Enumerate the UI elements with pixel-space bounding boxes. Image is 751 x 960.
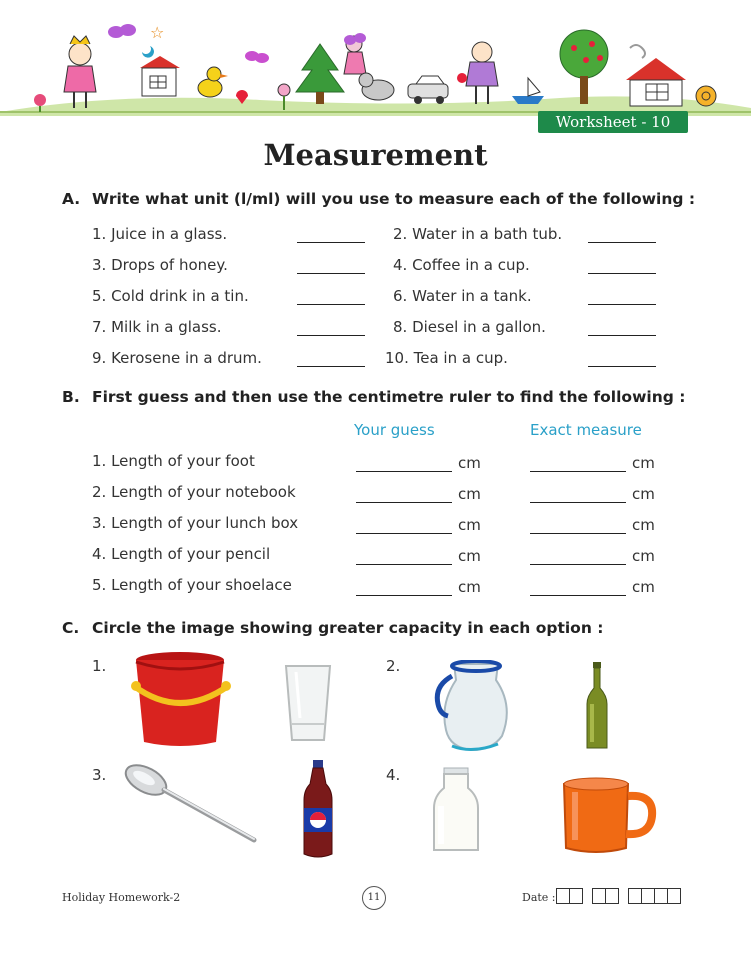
- footer-label: Holiday Homework-2: [62, 891, 181, 904]
- car-icon: [408, 76, 448, 104]
- milk-bottle-image[interactable]: [432, 766, 480, 852]
- boat-icon: [512, 78, 544, 104]
- section-c-heading: [62, 619, 603, 637]
- guess-blank[interactable]: [356, 533, 452, 534]
- date-box[interactable]: [654, 888, 668, 904]
- guess-blank[interactable]: [356, 595, 452, 596]
- answer-blank[interactable]: [588, 366, 656, 367]
- guess-blank[interactable]: [356, 564, 452, 565]
- pine-tree-icon: [296, 44, 344, 104]
- date-box[interactable]: [592, 888, 606, 904]
- measure-item: 5. Length of your shoelace: [92, 576, 292, 594]
- date-box[interactable]: [628, 888, 642, 904]
- girl-with-cat-icon: [344, 36, 394, 100]
- answer-blank[interactable]: [297, 366, 365, 367]
- question-item: 6. Water in a tank.: [393, 287, 532, 305]
- pepsi-bottle-image[interactable]: [302, 758, 334, 860]
- page-title: Measurement: [263, 138, 488, 172]
- answer-blank[interactable]: [297, 335, 365, 336]
- section-letter: C.: [62, 619, 80, 637]
- unit-label: cm: [458, 547, 481, 565]
- column-heading-guess: Your guess: [354, 421, 435, 439]
- worksheet-badge: Worksheet - 10: [538, 111, 688, 133]
- question-item: 4. Coffee in a cup.: [393, 256, 530, 274]
- unit-label: cm: [632, 454, 655, 472]
- date-label: Date :: [522, 891, 556, 904]
- date-box[interactable]: [667, 888, 681, 904]
- question-item: 1. Juice in a glass.: [92, 225, 228, 243]
- option-number: 2.: [386, 657, 401, 675]
- exact-blank[interactable]: [530, 471, 626, 472]
- unit-label: cm: [458, 454, 481, 472]
- exact-blank[interactable]: [530, 564, 626, 565]
- column-heading-exact: Exact measure: [530, 421, 642, 439]
- answer-blank[interactable]: [588, 335, 656, 336]
- question-item: 9. Kerosene in a drum.: [92, 349, 262, 367]
- unit-label: cm: [458, 516, 481, 534]
- exact-blank[interactable]: [530, 595, 626, 596]
- unit-label: cm: [632, 485, 655, 503]
- section-b-heading: [62, 388, 685, 406]
- question-item: 3. Drops of honey.: [92, 256, 228, 274]
- answer-blank[interactable]: [297, 304, 365, 305]
- unit-label: cm: [632, 516, 655, 534]
- question-item: 2. Water in a bath tub.: [393, 225, 563, 243]
- answer-blank[interactable]: [297, 273, 365, 274]
- date-box[interactable]: [556, 888, 570, 904]
- answer-blank[interactable]: [588, 273, 656, 274]
- guess-blank[interactable]: [356, 502, 452, 503]
- question-item: 8. Diesel in a gallon.: [393, 318, 546, 336]
- question-item: 7. Milk in a glass.: [92, 318, 222, 336]
- unit-label: cm: [458, 578, 481, 596]
- glass-jug-image[interactable]: [432, 660, 516, 752]
- girl-icon: [457, 42, 498, 104]
- orange-mug-image[interactable]: [558, 776, 658, 856]
- section-text: Write what unit (l/ml) will you use to measure each of the following :: [92, 190, 696, 208]
- green-bottle-image[interactable]: [585, 660, 609, 750]
- page-number: 11: [362, 886, 386, 910]
- answer-blank[interactable]: [588, 242, 656, 243]
- moon-icon: [142, 46, 154, 58]
- section-text: First guess and then use the centimetre ruler to find the following :: [92, 388, 686, 406]
- glass-image[interactable]: [284, 664, 332, 744]
- answer-blank[interactable]: [297, 242, 365, 243]
- exact-blank[interactable]: [530, 502, 626, 503]
- duck-icon: [198, 67, 228, 97]
- red-bucket-image[interactable]: [130, 650, 234, 750]
- house-icon: [140, 56, 180, 96]
- star-icon: ☆: [150, 23, 165, 42]
- date-box[interactable]: [641, 888, 655, 904]
- unit-label: cm: [632, 578, 655, 596]
- date-box[interactable]: [569, 888, 583, 904]
- butterfly-icon: [245, 51, 269, 63]
- apple-tree-icon: [560, 30, 608, 104]
- measure-item: 3. Length of your lunch box: [92, 514, 299, 532]
- guess-blank[interactable]: [356, 471, 452, 472]
- option-number: 3.: [92, 766, 107, 784]
- option-number: 4.: [386, 766, 401, 784]
- measure-item: 2. Length of your notebook: [92, 483, 296, 501]
- exact-blank[interactable]: [530, 533, 626, 534]
- measure-item: 1. Length of your foot: [92, 452, 255, 470]
- section-letter: A.: [62, 190, 81, 208]
- house-icon: [626, 45, 686, 106]
- spoon-image[interactable]: [120, 762, 260, 846]
- butterfly-icon: [108, 24, 136, 38]
- question-item: 10. Tea in a cup.: [385, 349, 508, 367]
- section-a-heading: [62, 190, 695, 208]
- answer-blank[interactable]: [588, 304, 656, 305]
- unit-label: cm: [458, 485, 481, 503]
- date-box[interactable]: [605, 888, 619, 904]
- girl-icon: [64, 36, 96, 108]
- option-number: 1.: [92, 657, 107, 675]
- measure-item: 4. Length of your pencil: [92, 545, 271, 563]
- question-item: 5. Cold drink in a tin.: [92, 287, 249, 305]
- snail-icon: [696, 86, 716, 106]
- unit-label: cm: [632, 547, 655, 565]
- section-text: Circle the image showing greater capacity in each option :: [92, 619, 604, 637]
- section-letter: B.: [62, 388, 80, 406]
